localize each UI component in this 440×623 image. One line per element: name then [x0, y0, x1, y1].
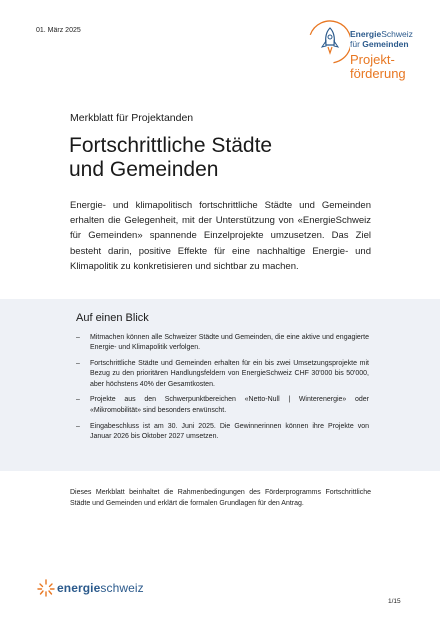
list-item: – Projekte aus den Schwerpunktbereichen «Netto-Null | Winterenergie» oder «Mikromobilität» sind besonders erwünscht.: [76, 396, 369, 414]
dash-bullet: –: [76, 422, 80, 430]
document-date: 01. März 2025: [36, 27, 81, 34]
energieschweiz-logo: [37, 578, 167, 600]
list-item: – Eingabeschluss ist am 30. Juni 2025. Die Gewinnerinnen können ihre Projekte von Januar 2026 bis Oktober 2027 umsetzen.: [76, 422, 369, 440]
sun-rays-icon: [37, 579, 55, 597]
dash-bullet: –: [76, 396, 80, 404]
rocket-icon: [304, 16, 350, 76]
logo-program-line-1: Projekt-: [350, 52, 395, 67]
document-title: [69, 134, 272, 182]
logo-program-line-2: förderung: [350, 66, 406, 81]
dash-bullet: –: [76, 360, 80, 368]
at-a-glance-list: [76, 333, 369, 448]
title-line-1: Fortschrittliche Städte: [69, 134, 273, 157]
intro-paragraph: Energie- und klimapolitisch fortschrittliche Städte und Gemeinden erhalten die Gelegenheit, mit der Unterstützung von «EnergieSchweiz für Gemeinden» spannende Einzelprojekte umzusetzen. Das Ziel besteht darin, positive Effekte für eine nachhaltige Energie- und Klimapolitik zu konkretisieren und sichtbar zu machen.: [70, 200, 371, 272]
logo-wordmark: energieschweiz: [57, 581, 144, 595]
document-subtitle: Merkblatt für Projektanden: [70, 112, 194, 124]
page-number: 1/15: [388, 598, 401, 605]
program-logo: [304, 16, 424, 94]
list-item: – Fortschrittliche Städte und Gemeinden erhalten für ein bis zwei Umsetzungsprojekte mit Bezug zu den prioritären Handlungsfeldern von EnergieSchweiz CHF 30'000 bis 50'000, aber höchstens 40% der Gesamtkosten.: [76, 360, 369, 388]
title-line-2: und Gemeinden: [69, 158, 219, 181]
dash-bullet: –: [76, 334, 80, 341]
at-a-glance-title: Auf einen Blick: [76, 312, 149, 324]
logo-brand-line-1: EnergieSchweiz: [350, 29, 413, 39]
logo-brand-line-2: für Gemeinden: [350, 39, 409, 49]
list-item: – Mitmachen können alle Schweizer Städte und Gemeinden, die eine aktive und engagierte Energie- und Klimapolitik verfolgen.: [76, 334, 369, 352]
outro-paragraph: Dieses Merkblatt beinhaltet die Rahmenbedingungen des Förderprogramms Fortschrittliche Städte und Gemeinden und erklärt die formalen Grundlagen für den Antrag.: [70, 489, 371, 507]
